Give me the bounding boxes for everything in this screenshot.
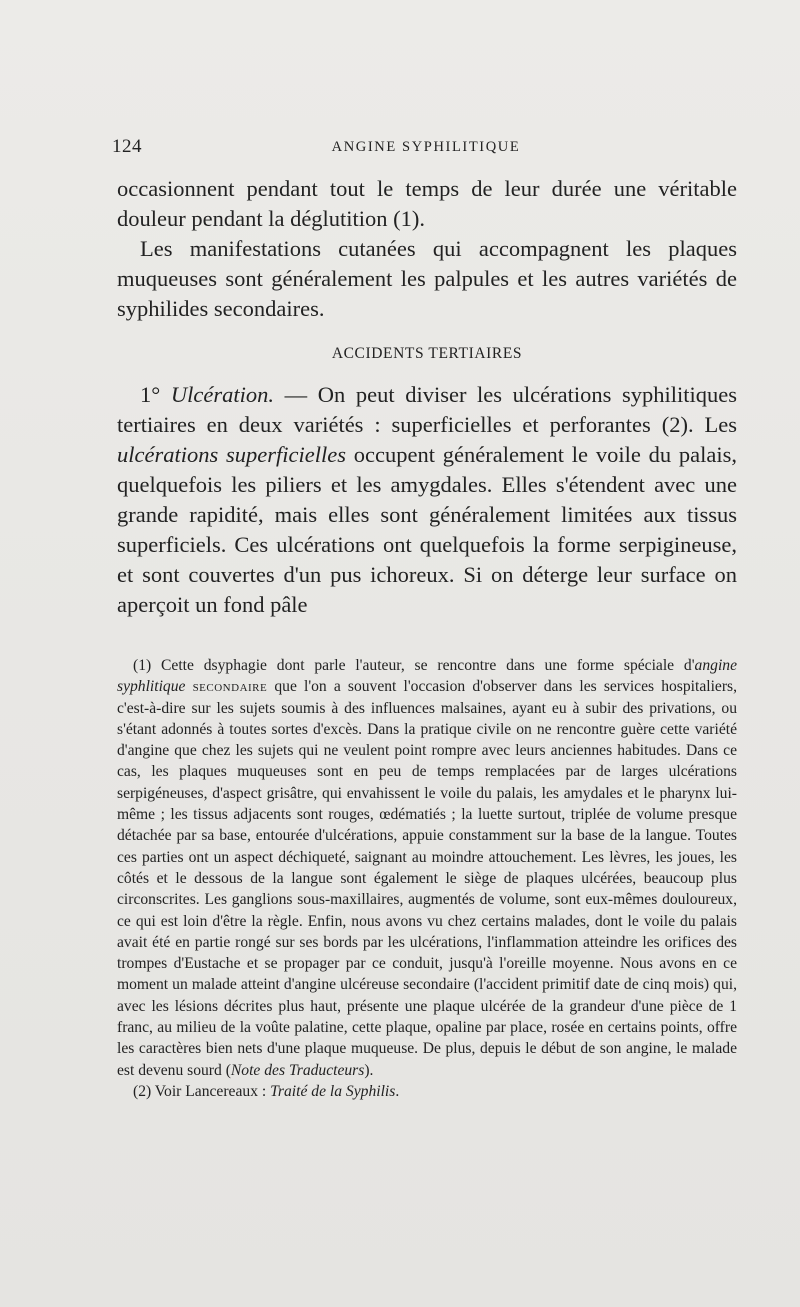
footnote-2-text-b: . [395,1082,400,1100]
footnote-1 [117,655,737,1081]
item-title: Ulcération. [170,382,274,407]
page-number: 124 [112,136,142,157]
footnote-1-italic-a: angine syphlitique [117,657,737,696]
footnote-1-italic-b: Note des Traducteurs [230,1061,365,1079]
footnote-1-text-c: ). [364,1061,374,1079]
paragraph-ulceration [117,380,737,620]
footnote-1-text-a: (1) Cette dsyphagie dont parle l'auteur, se rencontre dans une forme spéciale d' [133,657,695,674]
main-text [117,174,737,620]
footnote-2-text-a: (2) Voir Lancereaux : [133,1082,271,1100]
section-heading: ACCIDENTS TERTIAIRES [331,345,523,362]
paragraph-continuation: occasionnent pendant tout le temps de leur durée une véritable douleur pendant la déglutition (1). [117,176,737,231]
footnote-1-text-b: que l'on a souvent l'occasion d'observer dans les services hospitaliers, c'est-à-dire sur les sujets soumis à des influences malsaines, ayant eu à subir des privations, ou s'étant adonnés à toutes sortes d'excès. Dans la pratique civile on ne rencontre guère cette variété d'angine que chez les sujets qui ne veulent point rompre avec leurs anciennes habitudes. Dans ce cas, les plaques muqueuses sont en peu de temps remplacées par de larges ulcérations serpigéneuses, d'aspect grisâtre, qui envahissent le voile du palais, les amydales et le pharynx lui-même ; les tissus adjacents sont rouges, œdématiés ; la luette surtout, triplée de volume presque détachée par sa base, entourée d'ulcérations, appuie constamment sur la base de la langue. Toutes ces parties ont un aspect déchiqueté, saignant au moindre attouchement. Les lèvres, les joues, les côtés et le dessous de la langue sont également le siège de plaques ulcérées, beaucoup plus circonscrites. Les ganglions sous-maxillaires, augmentés de volume, sont eux-mêmes douloureux, ce qui est loin d'être la règle. Enfin, nous avons vu chez certains malades, dont le voile du palais avait été en partie rongé sur ses bords par les ulcérations, l'inflammation atteindre les orifices des trompes d'Eustache et se propager par ce conduit, jusqu'à l'oreille moyenne. Nous avons en ce moment un malade atteint d'angine ulcéreuse secondaire (l'accident primitif date de cinq mois) qui, avec les lésions décrites plus haut, présente une plaque ulcérée de la grandeur d'une pièce de 1 franc, au milieu de la voûte palatine, cette plaque, opaline par place, rosée en certains points, offre les caractères bien nets d'une plaque muqueuse. De plus, depuis le début de son angine, le malade est devenu sourd ( [117,678,737,1079]
ulceration-text-1: — On peut diviser les ulcérations syphilitiques tertiaires en deux variétés : superficielles et perforantes (2). Les [117,382,738,437]
page-header [112,136,740,158]
ulceration-text-2: occupent généralement le voile du palais, quelquefois les piliers et les amygdales. Elles s'étendent avec une grande rapidité, mais elles sont généralement limitées aux tissus superficiels. Ces ulcérations ont quelquefois la forme serpigineuse, et sont couvertes d'un pus ichoreux. Si on déterge leur surface on aperçoit un fond pâle [117,442,737,617]
footnote-2-italic: Traité de la Syphilis [270,1082,396,1100]
ulceration-italic: ulcérations superficielles [117,442,347,467]
item-number: 1° [140,382,171,407]
footnote-2 [117,1081,737,1102]
footnote-1-space [185,678,192,695]
footnotes [117,655,737,1102]
paragraph-manifestations: Les manifestations cutanées qui accompagnent les plaques muqueuses sont généralement les palpules et les autres variétés de syphilides secondaires. [117,236,737,321]
running-head: ANGINE SYPHILITIQUE [331,139,521,155]
footnote-1-smallcaps: secondaire [192,678,268,696]
